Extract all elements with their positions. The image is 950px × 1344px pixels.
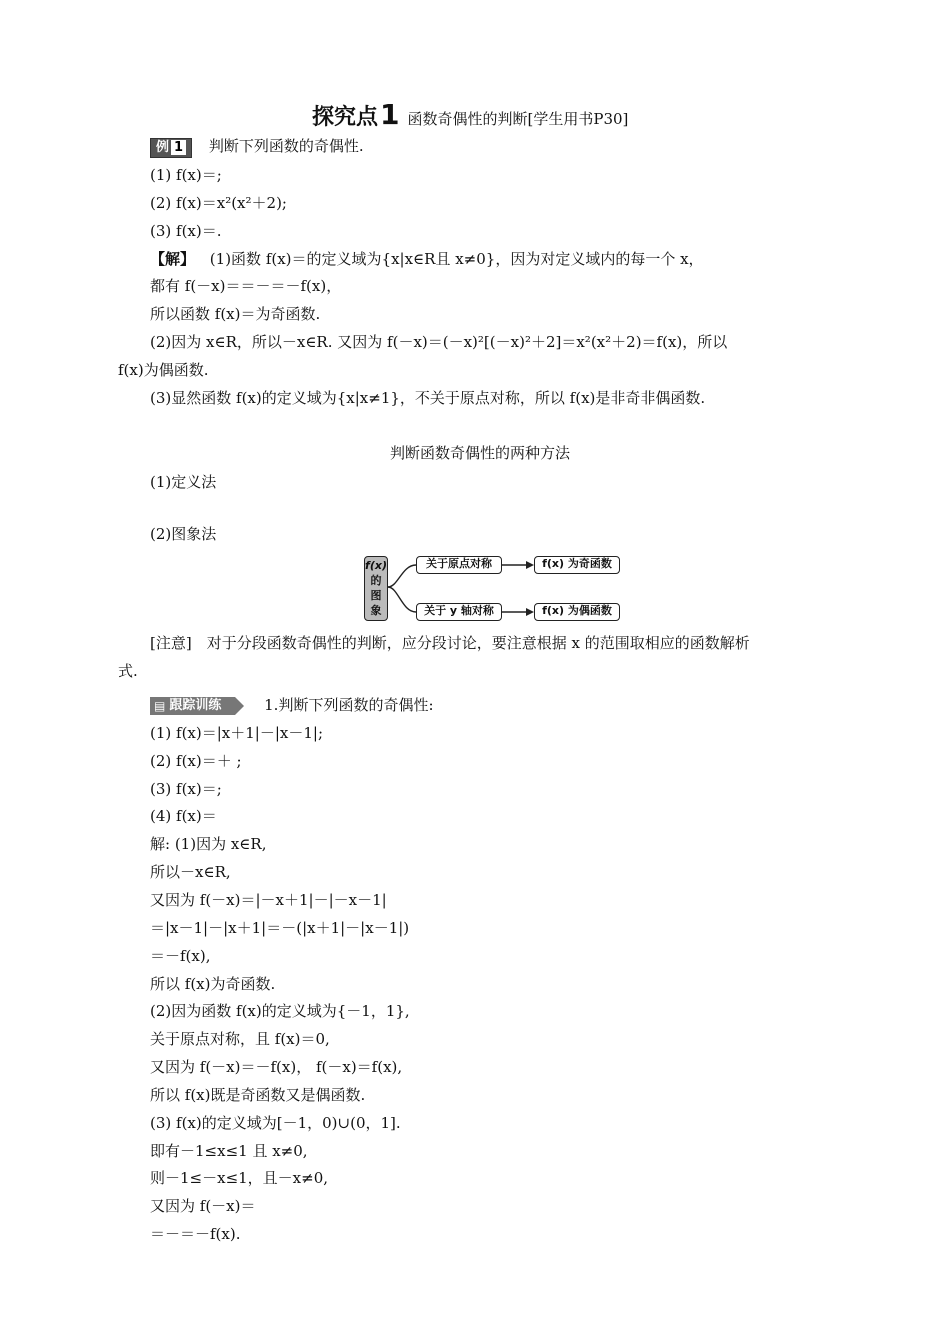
answer-line: 又因为 f(－x)＝	[150, 1197, 256, 1215]
solution-line-2: 都有 f(－x)＝＝－＝－f(x)，	[150, 277, 342, 295]
diagram-source-box	[364, 556, 388, 621]
section-title	[312, 98, 628, 131]
section-label: 探究点	[312, 105, 379, 130]
practice-heading	[150, 695, 434, 715]
example-item: (2) f(x)＝x²(x²＋2);	[150, 194, 287, 212]
practice-title: 1.判断下列函数的奇偶性:	[264, 696, 434, 714]
diagram-result-even: f(x) 为偶函数	[534, 603, 620, 621]
graph-method-diagram	[364, 556, 622, 622]
section-number: 1	[380, 98, 400, 131]
answer-line: 所以 f(x)既是奇函数又是偶函数.	[150, 1086, 366, 1104]
diagram-source-char: 图	[370, 589, 382, 602]
answer-line: 又因为 f(－x)＝－f(x)， f(－x)＝f(x),	[150, 1058, 403, 1076]
answer-line: (3) f(x)的定义域为[－1，0)∪(0，1].	[150, 1114, 401, 1132]
answer-line: (2)因为函数 f(x)的定义域为{－1，1},	[150, 1002, 410, 1020]
answer-line: ＝－f(x),	[150, 947, 211, 965]
answer-line: 所以－x∈R,	[150, 863, 231, 881]
answer-line: 即有－1≤x≤1 且 x≠0,	[150, 1142, 308, 1160]
practice-badge: ▤ 跟踪训练	[150, 697, 235, 715]
solution-line-1	[150, 249, 704, 269]
answer-line: ＝－＝－f(x).	[150, 1225, 241, 1243]
example-item: (3) f(x)＝.	[150, 222, 222, 240]
answer-line: 则－1≤－x≤1，且－x≠0,	[150, 1169, 329, 1187]
example-badge: 例 1	[150, 138, 192, 158]
diagram-branch-origin: 关于原点对称	[416, 556, 502, 574]
answer-line: 所以 f(x)为奇函数.	[150, 975, 276, 993]
practice-item: (4) f(x)＝	[150, 807, 217, 825]
diagram-source-fx: f(x)	[365, 559, 387, 572]
practice-item: (3) f(x)＝;	[150, 780, 222, 798]
example-item: (1) f(x)＝;	[150, 166, 222, 184]
diagram-result-odd: f(x) 为奇函数	[534, 556, 620, 574]
diagram-source-char: 的	[370, 574, 382, 587]
example-prompt: 判断下列函数的奇偶性.	[208, 137, 364, 155]
practice-item: (2) f(x)＝＋ ;	[150, 752, 242, 770]
solution-line-3: 所以函数 f(x)＝为奇函数.	[150, 305, 321, 323]
methods-heading: 判断函数奇偶性的两种方法	[390, 444, 571, 462]
notebook-icon: ▤	[154, 699, 166, 713]
solution-tag: 【解】	[150, 250, 196, 268]
answer-line: 又因为 f(－x)＝|－x＋1|－|－x－1|	[150, 891, 387, 909]
method-graph: (2)图象法	[150, 525, 217, 543]
answer-line: 解: (1)因为 x∈R,	[150, 835, 267, 853]
solution-text: (1)函数 f(x)＝的定义域为{x|x∈R且 x≠0}，因为对定义域内的每一个 x，	[209, 250, 704, 268]
section-subtitle: 函数奇偶性的判断[学生用书P30]	[407, 110, 629, 128]
practice-item: (1) f(x)＝|x＋1|－|x－1|;	[150, 724, 324, 742]
answer-line: ＝|x－1|－|x＋1|＝－(|x＋1|－|x－1|)	[150, 919, 410, 937]
solution-line-4: (2)因为 x∈R，所以－x∈R. 又因为 f(－x)＝(－x)²[(－x)²＋2]＝x²(x²＋2)＝f(x)，所以	[150, 333, 728, 351]
method-definition: (1)定义法	[150, 473, 217, 491]
solution-line-6: (3)显然函数 f(x)的定义域为{x|x≠1}，不关于原点对称，所以 f(x)是非奇非偶函数.	[150, 389, 706, 407]
note-line-1: [注意] 对于分段函数奇偶性的判断，应分段讨论，要注意根据 x 的范围取相应的函数解析	[150, 634, 750, 652]
diagram-branch-yaxis: 关于 y 轴对称	[416, 603, 502, 621]
answer-line: 关于原点对称，且 f(x)＝0,	[150, 1030, 330, 1048]
solution-line-5: f(x)为偶函数.	[118, 361, 209, 379]
diagram-source-char: 象	[370, 604, 382, 617]
example-heading	[150, 136, 364, 158]
note-line-2: 式.	[118, 662, 138, 680]
